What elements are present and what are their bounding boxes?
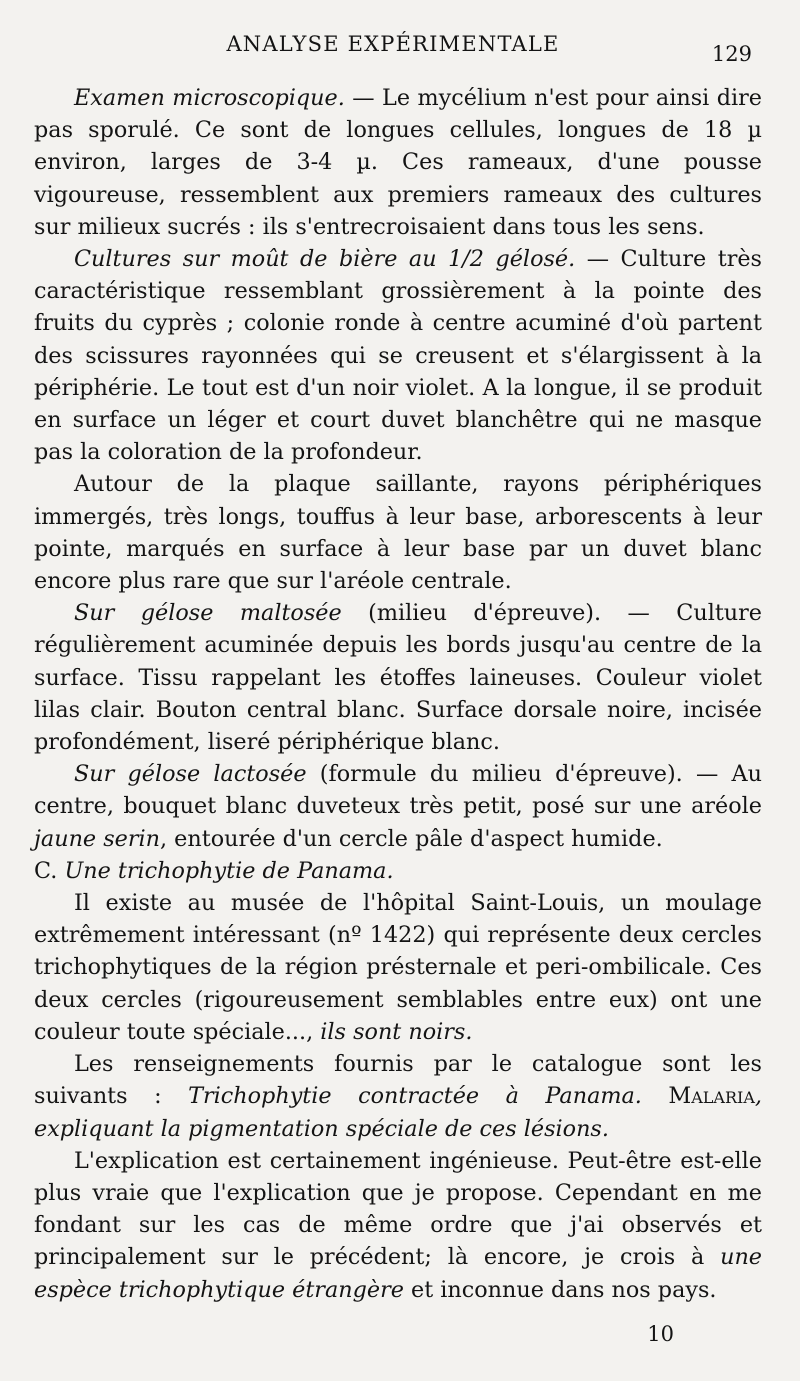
signature-mark: 10 <box>647 1322 674 1346</box>
run-in-heading: Sur gélose maltosée <box>74 600 342 627</box>
emphasis: Trichophytie contractée à Panama. <box>188 1083 642 1110</box>
section-letter: C. <box>34 857 65 884</box>
paragraph-text: (formule du milieu d'épreuve). — Au centre, bouquet blanc duveteux très petit, posé sur une aréole <box>34 761 762 820</box>
paragraph-maltose-agar <box>34 597 762 758</box>
emphasis: une espèce trichophytique étrangère <box>34 1244 762 1303</box>
paragraph-text: (milieu d'épreuve). — Culture régulièrement acuminée depuis les bords jusqu'au centre de la surface. Tissu rappelant les étoffes laineuses. Couleur violet lilas clair. Bouton central blanc. Surface dorsale noire, incisée profondément, liseré périphérique blanc. <box>34 600 762 756</box>
paragraph-text: — Culture très caractéristique ressemblant grossièrement à la pointe des fruits du cyprès ; colonie ronde à centre acuminé d'où partent des scissures rayonnées qui se creusent et s'élargissent à la périphérie. Le tout est d'un noir violet. A la longue, il se produit en surface un léger et court duvet blanchêtre qui ne masque pas la coloration de la profondeur. <box>34 246 762 466</box>
paragraph-lactose-agar <box>34 758 762 855</box>
paragraph-text: Les renseignements fournis par le catalogue sont les suivants : <box>34 1051 762 1110</box>
paragraph-text: , entourée d'un cercle pâle d'aspect humide. <box>160 825 663 852</box>
emphasis: , expliquant la pigmentation spéciale de ces lésions. <box>34 1083 762 1142</box>
section-heading <box>34 855 762 887</box>
paragraph-explanation <box>34 1145 762 1306</box>
emphasis: jaune serin <box>34 825 160 852</box>
paragraph-peripheral-rays <box>34 468 762 597</box>
emphasis: ils sont noirs. <box>320 1018 473 1045</box>
section-title: Une trichophytie de Panama. <box>64 857 394 884</box>
paragraph-text: Il existe au musée de l'hôpital Saint-Louis, un moulage extrêmement intéressant (nº 1422) qui représente deux cercles trichophytiques de la région présternale et peri-ombilicale. Ces deux cercles (rigoureusement semblables entre eux) ont une couleur toute spéciale..., <box>34 890 762 1045</box>
paragraph-museum-cast <box>34 887 762 1048</box>
run-in-heading: Examen microscopique. <box>74 85 345 111</box>
run-in-heading: Sur gélose lactosée <box>74 761 307 788</box>
small-caps-term: Malaria <box>641 1083 755 1110</box>
page-header <box>0 30 800 64</box>
paragraph-text: Autour de la plaque saillante, rayons périphériques immergés, très longs, touffus à leur base, arborescents à leur pointe, marqués en surface à leur base par un duvet blanc encore plus rare que sur l'aréole centrale. <box>34 471 762 595</box>
paragraph-microscopic-exam <box>34 82 762 243</box>
page-number: 129 <box>711 42 752 66</box>
running-head: ANALYSE EXPÉRIMENTALE <box>226 32 560 56</box>
run-in-heading: Cultures sur moût de bière au 1/2 gélosé. <box>74 246 576 273</box>
paragraph-catalogue <box>34 1048 762 1145</box>
paragraph-text: L'explication est certainement ingénieuse. Peut-être est-elle plus vraie que l'explication que je propose. Cependant en me fondant sur les cas de même ordre que j'ai observés et principalement sur le précédent; là encore, je crois à <box>34 1147 762 1271</box>
paragraph-wort-culture <box>34 243 762 468</box>
paragraph-text: et inconnue dans nos pays. <box>403 1276 717 1303</box>
body-text <box>34 82 762 1306</box>
paragraph-text: — Le mycélium n'est pour ainsi dire pas sporulé. Ce sont de longues cellules, longues de 18 µ environ, larges de 3-4 µ. Ces rameaux, d'une pousse vigoureuse, ressemblent aux premiers rameaux des cultures sur milieux sucrés : ils s'entrecroisaient dans tous les sens. <box>34 85 762 240</box>
